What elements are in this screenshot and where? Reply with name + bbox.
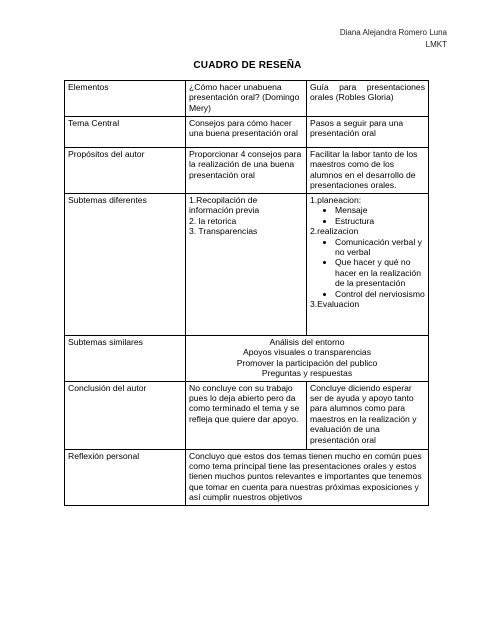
- cell-mery: [186, 194, 307, 336]
- cell-shared-subtopics: [186, 336, 429, 382]
- row-propositos: [65, 148, 429, 194]
- subtopic-item: 2. la retorica: [189, 215, 237, 226]
- row-tema-central: [65, 117, 429, 148]
- bullet-item: • Estructura: [335, 216, 425, 226]
- row-conclusion: [65, 381, 429, 449]
- row-subtemas-diferentes: [65, 194, 429, 336]
- cell-robles: Guía para presentaciones orales (Robles Gloria): [307, 81, 429, 117]
- bullet-list: [310, 205, 425, 226]
- cell-reflection: Concluyo que estos dos temas tienen mucho en común pues como tema principal tiene las presentaciones orales y estos tienen muchos puntos relevantes e importantes que tenemos que tomar en cuenta para nuestras próximas exposiciones y así cumplir nuestros objetivos: [186, 449, 429, 505]
- shared-subtopic: Apoyos visuales o transparencias: [242, 347, 372, 358]
- cell-mery: No concluye con su trabajo pues lo deja abierto pero da como terminado el tema y se refleja que quiere dar apoyo.: [186, 381, 307, 449]
- row-label: Elementos: [65, 81, 186, 117]
- row-elementos: [65, 81, 429, 117]
- subtopic-item: 1.Recopilación de información previa: [189, 195, 260, 216]
- cell-robles: [307, 194, 429, 336]
- row-label: Conclusión del autor: [65, 381, 186, 449]
- review-table: [64, 80, 429, 506]
- shared-subtopic: Análisis del entorno: [269, 337, 345, 347]
- row-subtemas-similares: [65, 336, 429, 382]
- document-title: CUADRO DE RESEÑA: [193, 60, 302, 71]
- row-label: Tema Central: [65, 117, 186, 148]
- author-name: Diana Alejandra Romero Luna: [339, 28, 447, 37]
- shared-subtopic: Preguntas y respuestas: [261, 368, 353, 379]
- row-label: Propósitos del autor: [65, 148, 186, 194]
- cell-robles: Concluye diciendo esperar ser de ayuda y apoyo tanto para alumnos como para maestros en la realización y evaluación de una presentación oral: [307, 381, 429, 449]
- row-label: Subtemas diferentes: [65, 194, 186, 336]
- shared-subtopic: Promover la participación del publico: [236, 357, 378, 368]
- subtopic-heading: 3.Evaluacion: [310, 299, 360, 310]
- cell-robles: Pasos a seguir para una presentación oral: [307, 117, 429, 148]
- subtopic-heading: 2.realizacion: [310, 226, 359, 237]
- row-label: Subtemas similares: [65, 336, 186, 382]
- cell-mery: Consejos para cómo hacer una buena presentación oral: [186, 117, 307, 148]
- bullet-item: • Mensaje: [335, 205, 425, 215]
- document-header: [340, 27, 447, 51]
- bullet-list: [310, 237, 425, 299]
- cell-mery: ¿Cómo hacer unabuena presentación oral? (Domingo Mery): [186, 81, 307, 117]
- bullet-item: • Que hacer y qué no hacer en la realización de la presentación: [335, 257, 425, 288]
- bullet-item: • Control del nerviosismo: [335, 289, 425, 299]
- row-reflexion: [65, 449, 429, 505]
- row-label: Reflexión personal: [65, 449, 186, 505]
- group-code: LMKT: [425, 40, 447, 49]
- cell-robles: Facilitar la labor tanto de los maestros como de los alumnos en el desarrollo de presentaciones orales.: [307, 148, 429, 194]
- bullet-item: • Comunicación verbal y no verbal: [335, 237, 425, 258]
- subtopic-heading: 1.planeacion:: [310, 195, 362, 205]
- cell-mery: Proporcionar 4 consejos para la realización de una buena presentación oral: [186, 148, 307, 194]
- subtopic-item: 3. Transparencias: [189, 226, 258, 237]
